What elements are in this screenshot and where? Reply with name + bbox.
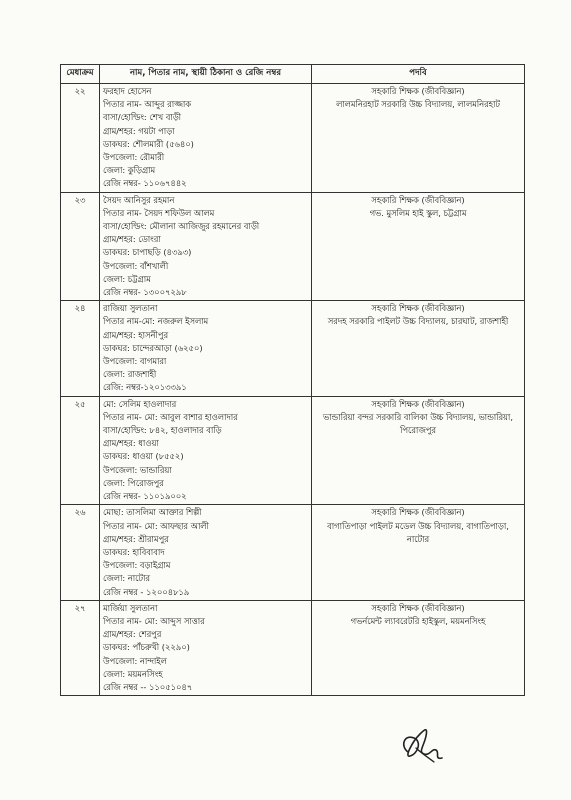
registration-number: রেজি নম্বর - ১২০০৪৮১৯ bbox=[103, 586, 190, 597]
table-row bbox=[61, 301, 525, 396]
address-line: উপজেলা: রৌমারী bbox=[103, 152, 165, 163]
designation-title: সহকারি শিক্ষক (জীববিজ্ঞান) bbox=[371, 398, 465, 409]
table-row bbox=[61, 192, 525, 301]
address-line: ডাকঘর: ধাওয়া (৮৫৫২) bbox=[103, 451, 184, 462]
address-line: উপজেলা: বাঁশখালী bbox=[103, 260, 169, 271]
father-name: পিতার নাম- আব্দুর রাজ্জাক bbox=[103, 99, 192, 110]
serial-cell: ২৫ bbox=[61, 396, 100, 505]
registration-number: রেজি: নম্বর-১২০১৩৩৯১ bbox=[103, 382, 187, 393]
address-line: গ্রাম/শহর: ডোংরা bbox=[103, 234, 161, 245]
merit-table bbox=[60, 64, 525, 696]
address-line: জেলা: নাটোর bbox=[103, 573, 150, 584]
registration-number: রেজি নম্বর- ১১০৬৭৪৪২ bbox=[103, 178, 187, 189]
address-line: গ্রাম/শহর: গয়টা পাড়া bbox=[103, 125, 175, 136]
designation-cell bbox=[312, 600, 525, 695]
institution-name: গভর্নমেন্ট ল্যাবরেটরি হাইস্কুল, ময়মনসিংহ bbox=[350, 615, 486, 626]
header-row bbox=[61, 65, 525, 84]
address-line: জেলা: পিরোজপুর bbox=[103, 477, 164, 488]
address-line: গ্রাম/শহর: ধাওয়া bbox=[103, 438, 159, 449]
table-body bbox=[61, 84, 525, 696]
designation-cell bbox=[312, 505, 525, 600]
registration-number: রেজি নম্বর -- ১১০৫১০৪৭ bbox=[103, 681, 193, 692]
institution-name: গভ. মুসলিম হাই স্কুল, চট্টগ্রাম bbox=[369, 207, 467, 218]
table-row bbox=[61, 84, 525, 193]
father-name: পিতার নাম- মো: আফছার আলী bbox=[103, 520, 209, 531]
address-line: গ্রাম/শহর: শ্রীরামপুর bbox=[103, 533, 169, 544]
designation-title: সহকারি শিক্ষক (জীববিজ্ঞান) bbox=[371, 303, 465, 314]
address-line: বাসা/হোল্ডিং: শেখ বাড়ী bbox=[103, 112, 182, 123]
candidate-name: মো: সেলিম হাওলাদার bbox=[103, 398, 177, 409]
candidate-name: রাজিয়া সুলতানা bbox=[103, 303, 158, 314]
address-line: বাসা/হোল্ডিং: মৌলানা আজিজুর রহমানের বাড়ী bbox=[103, 221, 260, 232]
candidate-name: সৈয়দ আনিসুর রহমান bbox=[103, 194, 175, 205]
serial-cell: ২৬ bbox=[61, 505, 100, 600]
father-name: পিতার নাম- সৈয়দ শফিউল আলম bbox=[103, 207, 215, 218]
serial-cell: ২৩ bbox=[61, 192, 100, 301]
designation-title: সহকারি শিক্ষক (জীববিজ্ঞান) bbox=[371, 602, 465, 613]
table-row bbox=[61, 505, 525, 600]
serial-cell: ২২ bbox=[61, 84, 100, 193]
designation-cell bbox=[312, 84, 525, 193]
father-name: পিতার নাম- মো: আবুল বাশার হাওলাদার bbox=[103, 411, 238, 422]
info-cell bbox=[100, 600, 312, 695]
address-line: উপজেলা: ভান্ডারিয়া bbox=[103, 464, 172, 475]
header-designation: পদবি bbox=[312, 65, 525, 84]
table-row bbox=[61, 600, 525, 695]
address-line: উপজেলা: নান্দাইল bbox=[103, 655, 167, 666]
registration-number: রেজি নম্বর- ১৩০০৭২৯৮ bbox=[103, 287, 187, 298]
address-line: ডাকঘর: পাঁচরুখী (২২৯০) bbox=[103, 642, 190, 653]
institution-name: বাগাতিপাড়া পাইলট মডেল উচ্চ বিদ্যালয়, বাগাতিপাড়া, নাটোর bbox=[327, 520, 509, 544]
address-line: গ্রাম/শহর: শেরপুর bbox=[103, 629, 162, 640]
designation-title: সহকারি শিক্ষক (জীববিজ্ঞান) bbox=[371, 194, 465, 205]
info-cell bbox=[100, 396, 312, 505]
designation-title: সহকারি শিক্ষক (জীববিজ্ঞান) bbox=[371, 86, 465, 96]
address-line: উপজেলা: বাগমারা bbox=[103, 356, 167, 367]
address-line: জেলা: চট্টগ্রাম bbox=[103, 273, 151, 284]
address-line: গ্রাম/শহর: হাসনীপুর bbox=[103, 329, 169, 340]
serial-cell: ২৪ bbox=[61, 301, 100, 396]
info-cell bbox=[100, 192, 312, 301]
info-cell bbox=[100, 84, 312, 193]
table-header bbox=[61, 65, 525, 84]
serial-cell: ২৭ bbox=[61, 600, 100, 695]
address-line: ডাকঘর: চাপাছড়ি (৪৩৯৩) bbox=[103, 247, 192, 258]
address-line: উপজেলা: বড়াইগ্রাম bbox=[103, 560, 171, 571]
header-info: নাম, পিতার নাম, স্থায়ী ঠিকানা ও রেজি নম্বর bbox=[100, 65, 312, 84]
candidate-name: মার্জিয়া সুলতানা bbox=[103, 602, 158, 613]
institution-name: লালমনিরহাট সরকারি উচ্চ বিদ্যালয়, লালমনিরহাট bbox=[336, 99, 500, 110]
info-cell bbox=[100, 505, 312, 600]
father-name: পিতার নাম- মো: আব্দুস সাত্তার bbox=[103, 615, 205, 626]
address-line: বাসা/হোল্ডিং: ৮৪২, হাওলাদার বাড়ি bbox=[103, 425, 222, 436]
designation-cell bbox=[312, 192, 525, 301]
address-line: ডাকঘর: চান্দেরআড়া (৬২৫০) bbox=[103, 342, 203, 353]
designation-title: সহকারি শিক্ষক (জীববিজ্ঞান) bbox=[371, 507, 465, 518]
header-serial: মেধাক্রম bbox=[61, 65, 100, 84]
address-line: জেলা: রাজশাহী bbox=[103, 369, 157, 380]
registration-number: রেজি নম্বর- ১১০১৯০০২ bbox=[103, 491, 187, 502]
table-row bbox=[61, 396, 525, 505]
info-cell bbox=[100, 301, 312, 396]
institution-name: ভান্ডারিয়া বন্দর সরকারি বালিকা উচ্চ বিদ্যালয়, ভান্ডারিয়া, পিরোজপুর bbox=[323, 411, 513, 436]
father-name: পিতার নাম-মো: নজরুল ইসলাম bbox=[103, 316, 209, 327]
signature bbox=[390, 712, 450, 772]
address-line: ডাকঘর: শৌলমারী (৫৬৪০) bbox=[103, 138, 194, 149]
address-line: জেলা: কুড়িগ্রাম bbox=[103, 165, 156, 176]
designation-cell bbox=[312, 396, 525, 505]
institution-name: সরদহ সরকারি পাইলট উচ্চ বিদ্যালয়, চারঘাট, রাজশাহী bbox=[327, 316, 509, 327]
designation-cell bbox=[312, 301, 525, 396]
candidate-name: মোছা: তাসলিমা আক্তার শিল্পী bbox=[103, 507, 202, 518]
address-line: জেলা: ময়মনসিংহ bbox=[103, 668, 163, 679]
candidate-name: ফরহাদ হোসেন bbox=[103, 86, 152, 96]
address-line: ডাকঘর: হাবিবাবাদ bbox=[103, 546, 165, 557]
